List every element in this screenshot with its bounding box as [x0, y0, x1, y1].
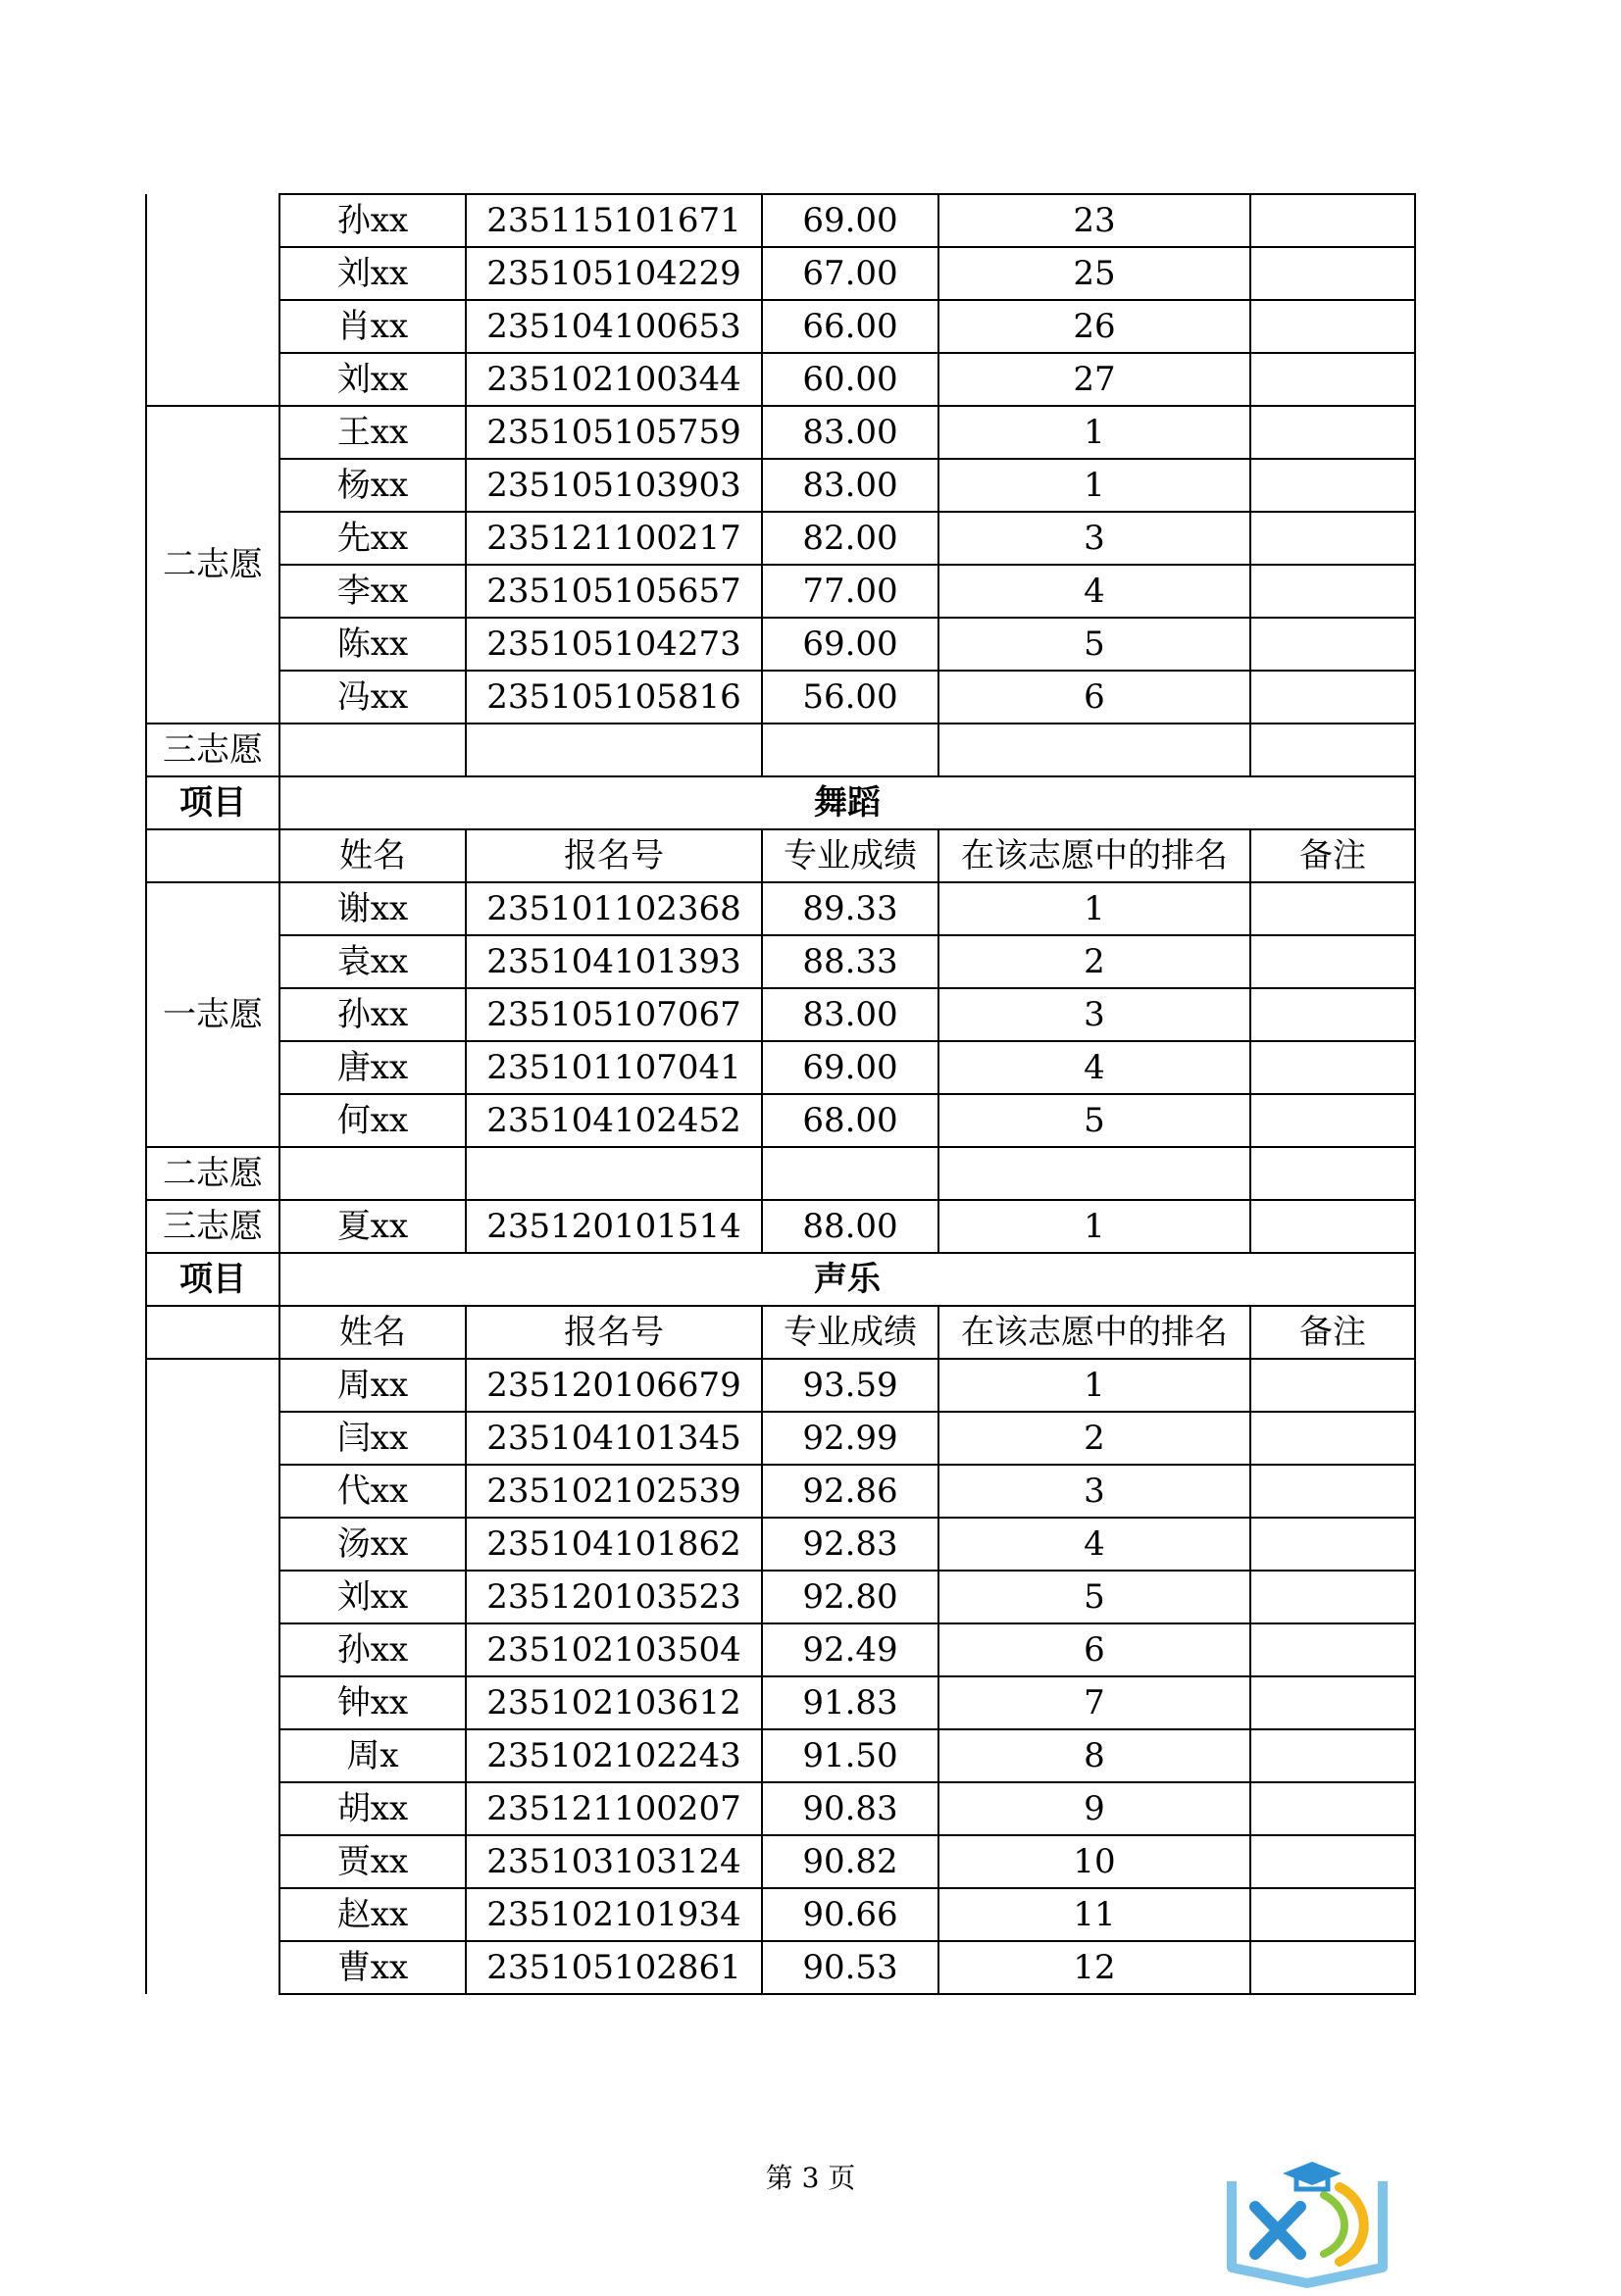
header-score: 专业成绩 — [762, 829, 938, 882]
note-cell — [1250, 406, 1415, 459]
header-note: 备注 — [1250, 829, 1415, 882]
student-name-cell: 孙xx — [279, 194, 466, 247]
rank-cell: 3 — [938, 988, 1250, 1041]
student-name-cell: 肖xx — [279, 300, 466, 353]
table-row — [146, 1571, 1415, 1623]
choice-group-cell — [146, 1359, 279, 1994]
section-title-vocal: 声乐 — [279, 1253, 1415, 1306]
registration-number-cell: 235102101934 — [466, 1888, 762, 1941]
empty-cell — [762, 724, 938, 776]
rank-cell: 10 — [938, 1835, 1250, 1888]
table-row — [146, 1094, 1415, 1147]
note-cell — [1250, 1623, 1415, 1676]
registration-number-cell: 235102103612 — [466, 1676, 762, 1729]
score-cell: 69.00 — [762, 1041, 938, 1094]
project-label-cell: 项目 — [146, 1253, 279, 1306]
student-name-cell: 代xx — [279, 1465, 466, 1518]
rank-cell: 1 — [938, 1359, 1250, 1412]
score-cell: 88.00 — [762, 1200, 938, 1253]
table-row — [146, 1041, 1415, 1094]
student-name-cell: 先xx — [279, 512, 466, 565]
rank-cell: 12 — [938, 1941, 1250, 1994]
rank-cell: 4 — [938, 565, 1250, 618]
score-cell: 88.33 — [762, 935, 938, 988]
book-logo-icon — [1214, 2152, 1400, 2292]
note-cell — [1250, 1041, 1415, 1094]
table-row — [146, 565, 1415, 618]
rank-cell: 6 — [938, 1623, 1250, 1676]
score-cell: 92.80 — [762, 1571, 938, 1623]
empty-cell — [466, 724, 762, 776]
student-name-cell: 胡xx — [279, 1782, 466, 1835]
rank-cell: 2 — [938, 1412, 1250, 1465]
registration-number-cell: 235104101345 — [466, 1412, 762, 1465]
score-cell: 66.00 — [762, 300, 938, 353]
rank-cell: 6 — [938, 671, 1250, 724]
rank-cell: 9 — [938, 1782, 1250, 1835]
rank-cell: 8 — [938, 1729, 1250, 1782]
student-name-cell: 闫xx — [279, 1412, 466, 1465]
student-name-cell: 刘xx — [279, 1571, 466, 1623]
header-blank-cell — [146, 1306, 279, 1359]
table-row — [146, 353, 1415, 406]
registration-number-cell: 235104101862 — [466, 1518, 762, 1571]
table-row — [146, 512, 1415, 565]
table-row — [146, 194, 1415, 247]
header-blank-cell — [146, 829, 279, 882]
registration-number-cell: 235105104273 — [466, 618, 762, 671]
note-cell — [1250, 1412, 1415, 1465]
rank-cell: 3 — [938, 512, 1250, 565]
rank-cell: 23 — [938, 194, 1250, 247]
rank-cell: 5 — [938, 618, 1250, 671]
score-cell: 69.00 — [762, 194, 938, 247]
table-row — [146, 247, 1415, 300]
table-row — [146, 1200, 1415, 1253]
score-cell: 92.49 — [762, 1623, 938, 1676]
header-registration-number: 报名号 — [466, 1306, 762, 1359]
header-note: 备注 — [1250, 1306, 1415, 1359]
choice-label-cell: 一志愿 — [146, 882, 279, 1147]
note-cell — [1250, 1941, 1415, 1994]
registration-number-cell: 235115101671 — [466, 194, 762, 247]
rank-cell: 5 — [938, 1571, 1250, 1623]
student-name-cell: 唐xx — [279, 1041, 466, 1094]
rank-cell: 2 — [938, 935, 1250, 988]
table-row — [146, 1623, 1415, 1676]
score-cell: 77.00 — [762, 565, 938, 618]
table-row — [146, 1359, 1415, 1412]
table-row — [146, 1253, 1415, 1306]
note-cell — [1250, 1359, 1415, 1412]
score-cell: 82.00 — [762, 512, 938, 565]
score-cell: 83.00 — [762, 406, 938, 459]
note-cell — [1250, 1729, 1415, 1782]
rank-cell: 11 — [938, 1888, 1250, 1941]
student-name-cell: 赵xx — [279, 1888, 466, 1941]
student-name-cell: 李xx — [279, 565, 466, 618]
student-name-cell: 袁xx — [279, 935, 466, 988]
empty-cell — [938, 724, 1250, 776]
rank-cell: 1 — [938, 406, 1250, 459]
score-cell: 92.99 — [762, 1412, 938, 1465]
note-cell — [1250, 935, 1415, 988]
registration-number-cell: 235101102368 — [466, 882, 762, 935]
rank-cell: 1 — [938, 1200, 1250, 1253]
note-cell — [1250, 1465, 1415, 1518]
table-row — [146, 935, 1415, 988]
registration-number-cell: 235105102861 — [466, 1941, 762, 1994]
table-row — [146, 1835, 1415, 1888]
table-row — [146, 776, 1415, 829]
registration-number-cell: 235105105657 — [466, 565, 762, 618]
student-name-cell: 孙xx — [279, 1623, 466, 1676]
note-cell — [1250, 1094, 1415, 1147]
rank-cell: 26 — [938, 300, 1250, 353]
empty-cell — [466, 1147, 762, 1200]
table-row — [146, 1412, 1415, 1465]
registration-number-cell: 235105105759 — [466, 406, 762, 459]
table-row — [146, 406, 1415, 459]
rank-cell: 7 — [938, 1676, 1250, 1729]
student-name-cell: 刘xx — [279, 247, 466, 300]
note-cell — [1250, 1888, 1415, 1941]
student-name-cell: 周x — [279, 1729, 466, 1782]
note-cell — [1250, 882, 1415, 935]
score-cell: 90.66 — [762, 1888, 938, 1941]
table-row — [146, 1306, 1415, 1359]
rank-cell: 25 — [938, 247, 1250, 300]
project-label-cell: 项目 — [146, 776, 279, 829]
registration-number-cell: 235105103903 — [466, 459, 762, 512]
empty-cell — [1250, 1147, 1415, 1200]
registration-number-cell: 235105107067 — [466, 988, 762, 1041]
registration-number-cell: 235104100653 — [466, 300, 762, 353]
table-row — [146, 1941, 1415, 1994]
registration-number-cell: 235104102452 — [466, 1094, 762, 1147]
student-name-cell: 陈xx — [279, 618, 466, 671]
rank-cell: 4 — [938, 1518, 1250, 1571]
student-name-cell: 夏xx — [279, 1200, 466, 1253]
table-row — [146, 1518, 1415, 1571]
table-row — [146, 1782, 1415, 1835]
student-name-cell: 曹xx — [279, 1941, 466, 1994]
table-row — [146, 988, 1415, 1041]
registration-number-cell: 235103103124 — [466, 1835, 762, 1888]
note-cell — [1250, 194, 1415, 247]
admission-score-table — [145, 193, 1416, 1995]
registration-number-cell: 235102100344 — [466, 353, 762, 406]
table-body — [146, 194, 1415, 1994]
registration-number-cell: 235120101514 — [466, 1200, 762, 1253]
score-cell: 56.00 — [762, 671, 938, 724]
watermark-logo — [1214, 2152, 1621, 2292]
registration-number-cell: 235121100207 — [466, 1782, 762, 1835]
empty-cell — [279, 1147, 466, 1200]
table-row — [146, 459, 1415, 512]
note-cell — [1250, 1782, 1415, 1835]
rank-cell: 27 — [938, 353, 1250, 406]
rank-cell: 1 — [938, 459, 1250, 512]
header-registration-number: 报名号 — [466, 829, 762, 882]
score-cell: 91.50 — [762, 1729, 938, 1782]
score-cell: 90.83 — [762, 1782, 938, 1835]
registration-number-cell: 235102103504 — [466, 1623, 762, 1676]
note-cell — [1250, 353, 1415, 406]
score-cell: 90.53 — [762, 1941, 938, 1994]
note-cell — [1250, 1676, 1415, 1729]
registration-number-cell: 235120106679 — [466, 1359, 762, 1412]
registration-number-cell: 235121100217 — [466, 512, 762, 565]
rank-cell: 3 — [938, 1465, 1250, 1518]
table-row — [146, 618, 1415, 671]
score-cell: 60.00 — [762, 353, 938, 406]
rank-cell: 1 — [938, 882, 1250, 935]
student-name-cell: 何xx — [279, 1094, 466, 1147]
note-cell — [1250, 1835, 1415, 1888]
note-cell — [1250, 247, 1415, 300]
table-row — [146, 724, 1415, 776]
student-name-cell: 汤xx — [279, 1518, 466, 1571]
note-cell — [1250, 1518, 1415, 1571]
student-name-cell: 王xx — [279, 406, 466, 459]
header-rank: 在该志愿中的排名 — [938, 1306, 1250, 1359]
student-name-cell: 周xx — [279, 1359, 466, 1412]
student-name-cell: 谢xx — [279, 882, 466, 935]
rank-cell: 5 — [938, 1094, 1250, 1147]
header-rank: 在该志愿中的排名 — [938, 829, 1250, 882]
rank-cell: 4 — [938, 1041, 1250, 1094]
table-row — [146, 829, 1415, 882]
registration-number-cell: 235104101393 — [466, 935, 762, 988]
choice-label-cell: 三志愿 — [146, 724, 279, 776]
score-cell: 91.83 — [762, 1676, 938, 1729]
note-cell — [1250, 459, 1415, 512]
score-cell: 68.00 — [762, 1094, 938, 1147]
score-cell: 83.00 — [762, 459, 938, 512]
table-row — [146, 1147, 1415, 1200]
table-row — [146, 671, 1415, 724]
score-cell: 93.59 — [762, 1359, 938, 1412]
header-score: 专业成绩 — [762, 1306, 938, 1359]
student-name-cell: 钟xx — [279, 1676, 466, 1729]
score-cell: 83.00 — [762, 988, 938, 1041]
choice-group-cell — [146, 194, 279, 406]
note-cell — [1250, 1571, 1415, 1623]
table-row — [146, 1465, 1415, 1518]
empty-cell — [1250, 724, 1415, 776]
empty-cell — [762, 1147, 938, 1200]
student-name-cell: 冯xx — [279, 671, 466, 724]
score-cell: 92.83 — [762, 1518, 938, 1571]
registration-number-cell: 235105105816 — [466, 671, 762, 724]
note-cell — [1250, 300, 1415, 353]
score-cell: 90.82 — [762, 1835, 938, 1888]
note-cell — [1250, 988, 1415, 1041]
table-row — [146, 1729, 1415, 1782]
note-cell — [1250, 565, 1415, 618]
student-name-cell: 杨xx — [279, 459, 466, 512]
note-cell — [1250, 671, 1415, 724]
header-name: 姓名 — [279, 1306, 466, 1359]
note-cell — [1250, 512, 1415, 565]
registration-number-cell: 235101107041 — [466, 1041, 762, 1094]
student-name-cell: 贾xx — [279, 1835, 466, 1888]
header-name: 姓名 — [279, 829, 466, 882]
student-name-cell: 孙xx — [279, 988, 466, 1041]
empty-cell — [938, 1147, 1250, 1200]
student-name-cell: 刘xx — [279, 353, 466, 406]
choice-label-cell: 二志愿 — [146, 1147, 279, 1200]
registration-number-cell: 235105104229 — [466, 247, 762, 300]
section-title-dance: 舞蹈 — [279, 776, 1415, 829]
page-number: 第 3 页 — [765, 2162, 856, 2194]
registration-number-cell: 235102102539 — [466, 1465, 762, 1518]
choice-label-cell: 三志愿 — [146, 1200, 279, 1253]
score-cell: 92.86 — [762, 1465, 938, 1518]
table-row — [146, 1888, 1415, 1941]
note-cell — [1250, 618, 1415, 671]
choice-label-cell: 二志愿 — [146, 406, 279, 724]
registration-number-cell: 235120103523 — [466, 1571, 762, 1623]
table-row — [146, 882, 1415, 935]
registration-number-cell: 235102102243 — [466, 1729, 762, 1782]
table-row — [146, 1676, 1415, 1729]
score-cell: 67.00 — [762, 247, 938, 300]
table-row — [146, 300, 1415, 353]
empty-cell — [279, 724, 466, 776]
note-cell — [1250, 1200, 1415, 1253]
score-cell: 69.00 — [762, 618, 938, 671]
score-cell: 89.33 — [762, 882, 938, 935]
